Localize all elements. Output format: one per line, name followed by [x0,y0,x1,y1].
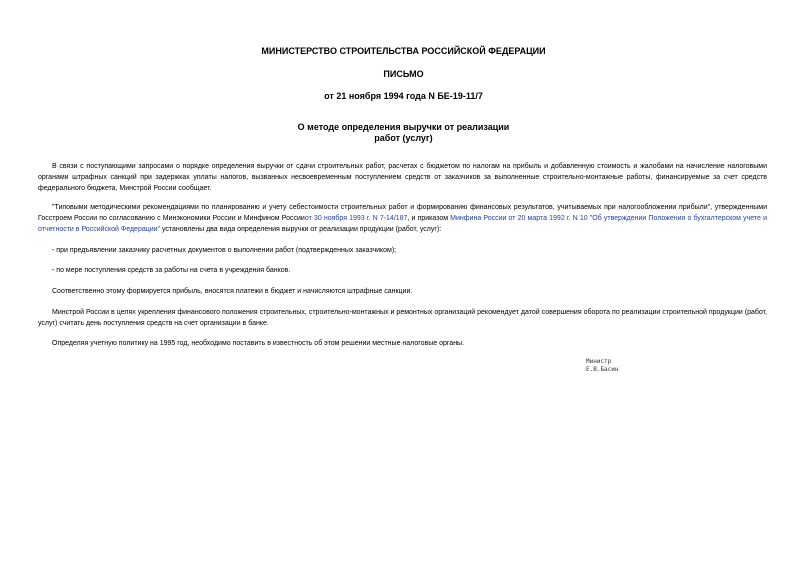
list-item-method-1: - при предъявлении заказчику расчетных документов о выполнении работ (подтвержденных заказчиком); [52,247,397,254]
paragraph-text: установлены два вида определения выручки от реализации продукции (работ, услуг): [160,226,442,233]
paragraph-consequences: Соответственно этому формируется прибыль, вносятся платежи в бюджет и начисляются штрафные санкции. [52,288,413,295]
subject-line-1: О методе определения выручки от реализации [297,122,510,132]
subject-line-2: работ (услуг) [374,133,433,143]
paragraph-recommendation: Минстрой России в целях укрепления финансового положения строительных, строительно-монтажных и ремонтных организаций рекомендует датой совершения оборота по реализации строительной продукции (работ, услуг) считать день поступления средств на счет организации в банке. [38,309,767,327]
doc-type-heading: ПИСЬМО [383,69,424,79]
signature-name: Е.В.Басин [586,366,619,373]
minfin-order-link[interactable]: Минфина России от 20 марта 1992 г. N 10 "Об утверждении Положения о бухгалтерском учете и отчетности в Российской Федерации" [38,215,767,233]
paragraph-text: , и приказом [407,215,451,222]
signature-title: Министр [586,358,612,365]
paragraph-recommendations [38,202,767,235]
ministry-heading: МИНИСТЕРСТВО СТРОИТЕЛЬСТВА РОССИЙСКОЙ ФЕДЕРАЦИИ [261,46,546,56]
paragraph-accounting-policy: Определяя учетную политику на 1995 год, необходимо поставить в известность об этом решении местные налоговые органы. [52,340,465,347]
paragraph-intro: В связи с поступающими запросами о порядке определения выручки от сдачи строительных работ, расчетах с бюджетом по налогам на прибыль и добавленную стоимость и жалобами на начисление налоговыми органами штрафных санкций при задержках уплаты налогов, вызванных несвоевременным поступлением средств от заказчиков за выполненные строительно-монтажные работы, финансируемые за счет средств федерального бюджета, Минстрой России сообщает. [38,163,767,192]
gosstroy-letter-link[interactable]: от 30 ноября 1993 г. N 7-14/187 [304,215,408,222]
paragraph-text: "Типовыми методическими рекомендациями по планированию и учету себестоимости строительных работ и формированию финансовых результатов, учитываемых при налогообложении прибыли", утвержденными Госстроем России по согласованию с Минэкономики России и Минфином России [38,204,767,222]
list-item-method-2: - по мере поступления средств за работы на счета в учреждения банков. [52,267,291,274]
doc-date-number: от 21 ноября 1994 года N БЕ-19-11/7 [324,91,483,101]
